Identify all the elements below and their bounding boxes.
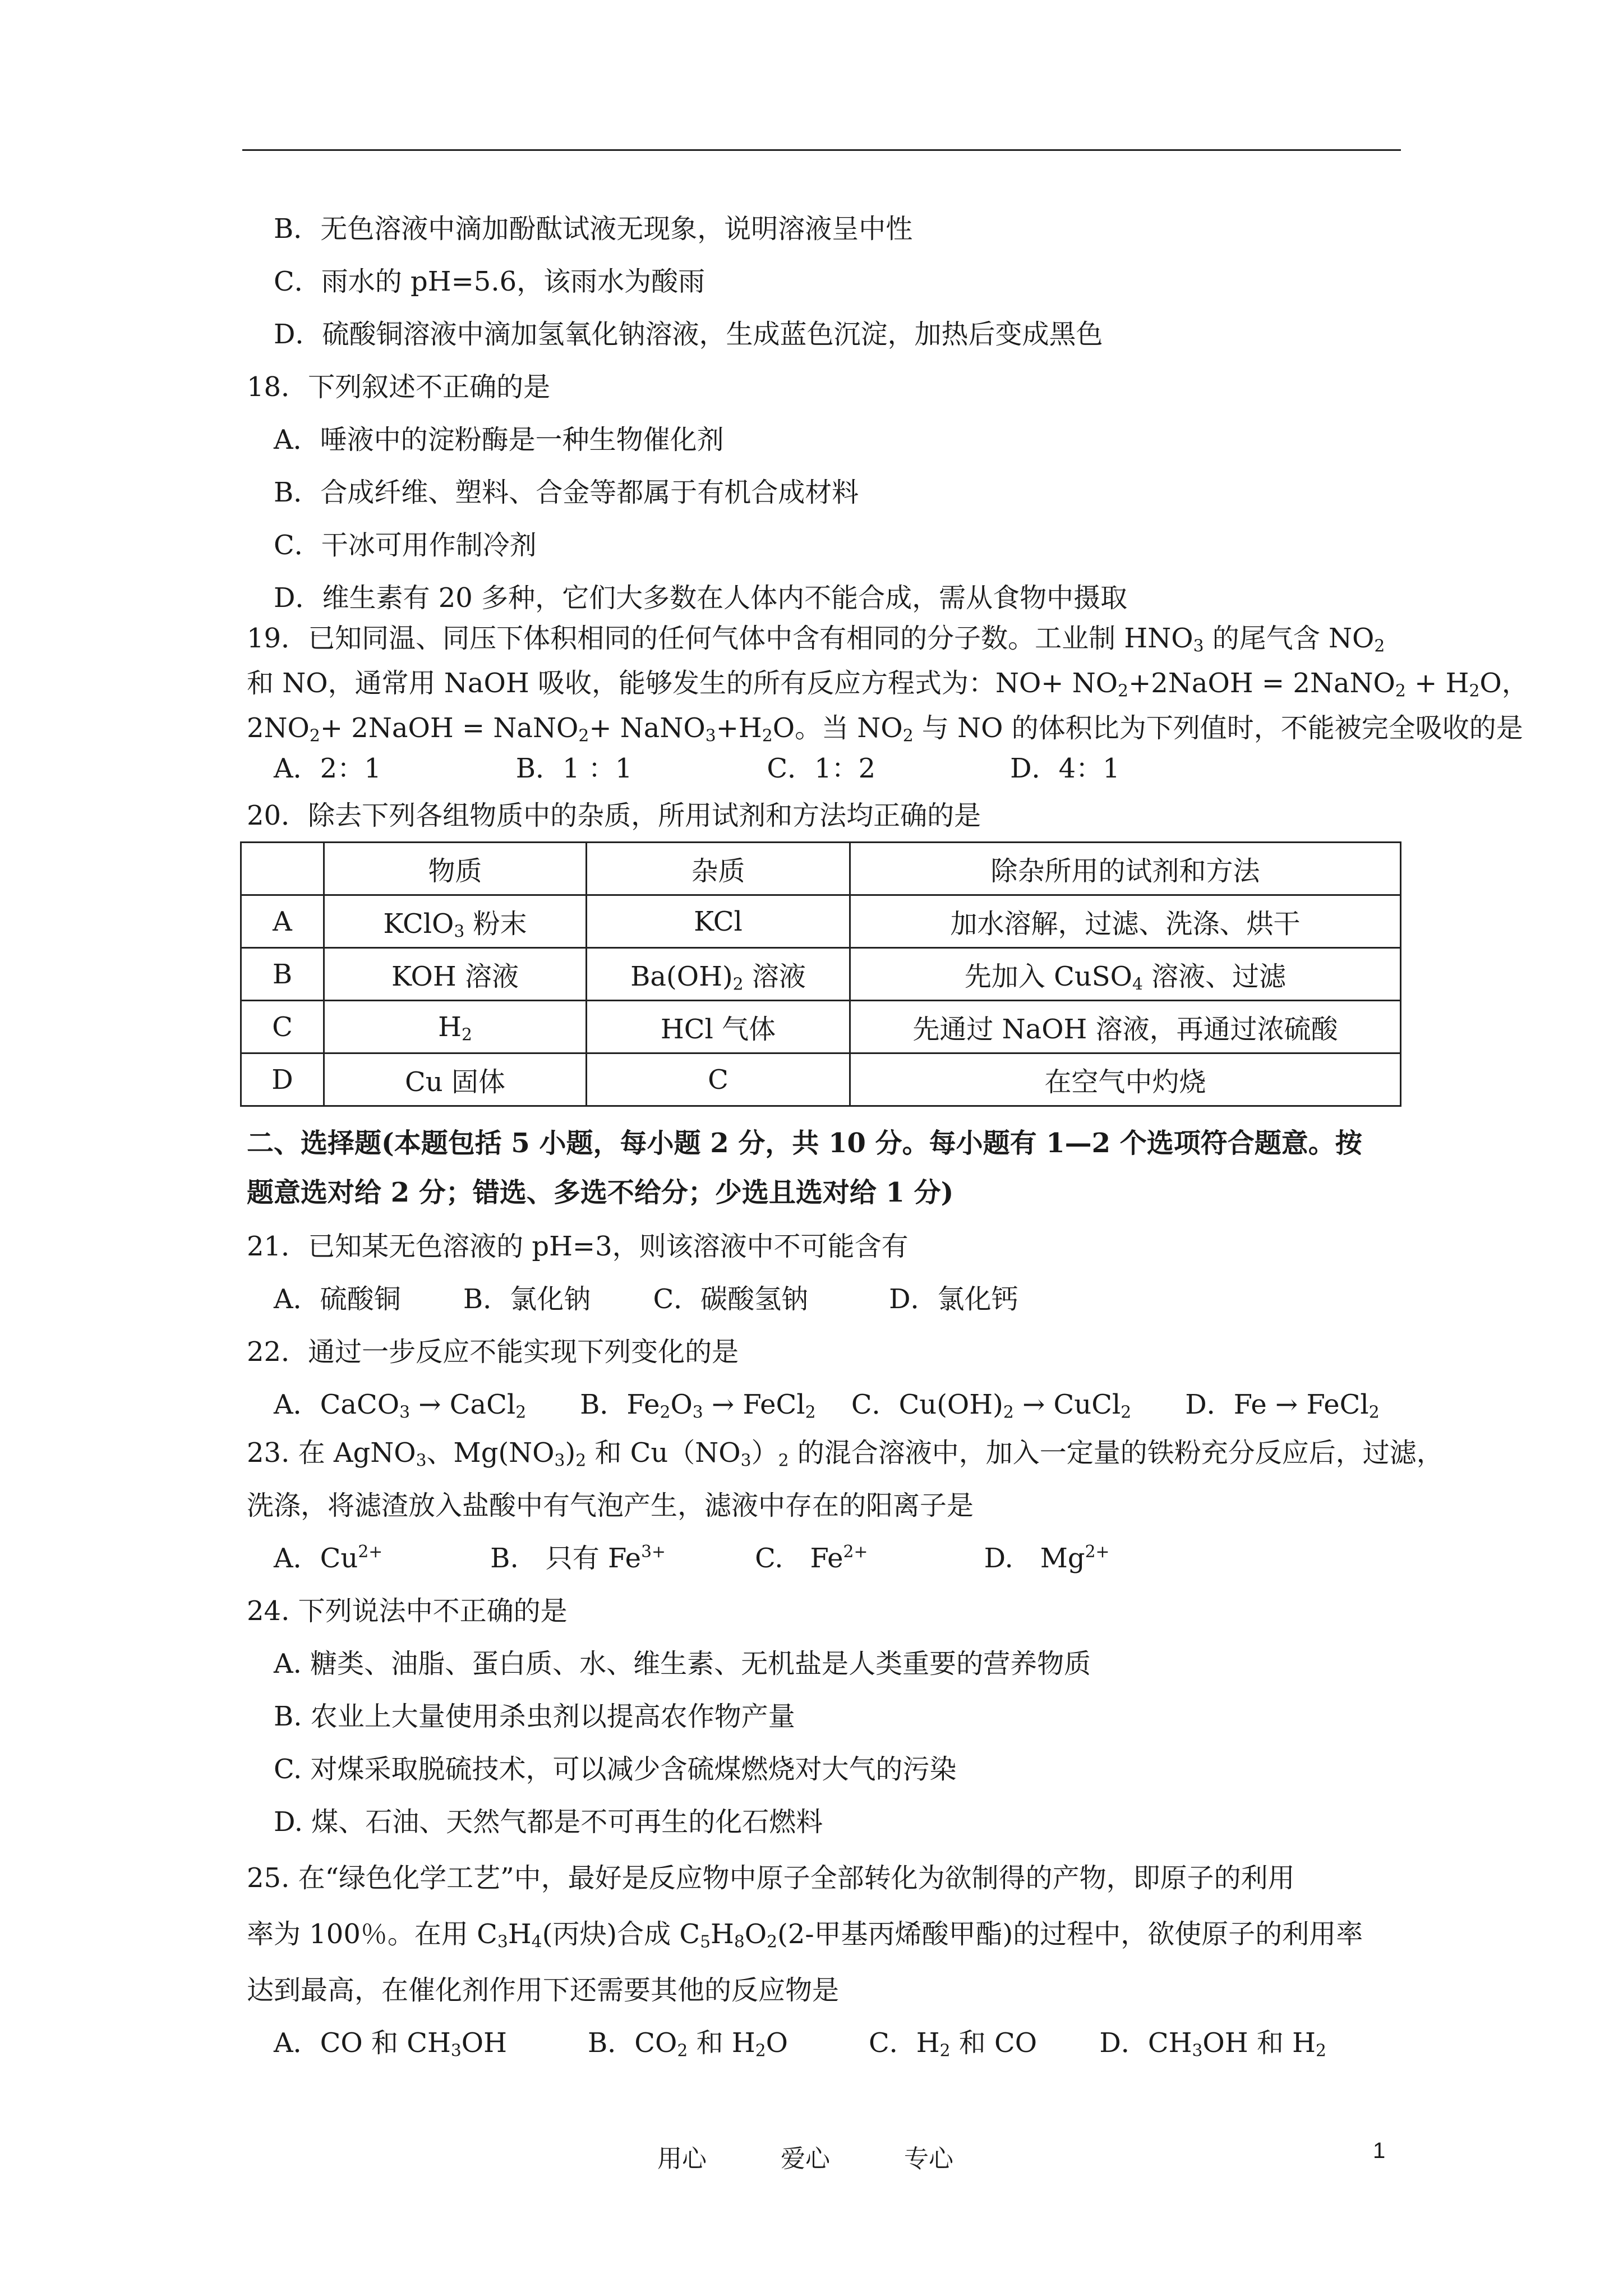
q19-stem-line2: 和 NO，通常用 NaOH 吸收，能够发生的所有反应方程式为：$NO+ NO_2+2NaOH$ = 2NaNO$_2$ + $H_2O$， <box>247 668 1529 701</box>
q18-option-a: A．唾液中的淀粉酶是一种生物催化剂 <box>274 424 724 455</box>
table-row <box>241 895 1401 948</box>
table-cell: A <box>241 895 324 948</box>
table-row <box>241 1001 1401 1053</box>
q24-option-b: B. 农业上大量使用杀虫剂以提高农作物产量 <box>274 1701 795 1732</box>
q20-table <box>240 841 1401 1107</box>
table-cell: KCl <box>587 895 850 948</box>
q19-stem-line3: $2NO_2+$ 2NaOH = NaNO$_2$+ $NaNO_3+H_2O$。当 $NO_2$ 与 NO 的体积比为下列值时，不能被完全吸收的是 <box>247 712 1523 746</box>
table-header-cell <box>241 843 324 895</box>
q18-option-d: D．维生素有 20 多种，它们大多数在人体内不能合成，需从食物中摄取 <box>274 582 1128 614</box>
table-row <box>241 948 1401 1001</box>
q21-options: A．硫酸铜 B．氯化钠 C．碳酸氢钠 D．氯化钙 <box>274 1283 1018 1315</box>
q24-stem: 24. 下列说法中不正确的是 <box>247 1595 568 1627</box>
q22-options: A．CaCO$_3$ → CaCl$_2$ B．$Fe_2O_3$ → FeCl$_2$ C．$Cu(OH)_2$ → CuCl$_2$ D．Fe → FeCl$_2$ <box>274 1389 1380 1423</box>
q24-option-d: D. 煤、石油、天然气都是不可再生的化石燃料 <box>274 1806 823 1838</box>
q25-stem-line2: 率为 100％。在用 $C_3H_4$(丙炔)合成 $C_5H_8O_2(2-$甲基丙烯酸甲酯)的过程中，欲使原子的利用率 <box>247 1918 1363 1952</box>
q24-option-a: A. 糖类、油脂、蛋白质、水、维生素、无机盐是人类重要的营养物质 <box>274 1648 1091 1680</box>
table-cell: 先通过 NaOH 溶液，再通过浓硫酸 <box>850 1001 1401 1053</box>
q23-stem-line1: 23. 在 AgNO$_3$、$Mg(NO_3)_2$ 和 $Cu(NO_3)_2$ 的混合溶液中，加入一定量的铁粉充分反应后，过滤， <box>247 1437 1444 1471</box>
page-number: 1 <box>1373 2138 1386 2163</box>
table-cell: 加水溶解，过滤、洗涤、烘干 <box>850 895 1401 948</box>
q17-option-c: C．雨水的 pH=5.6，该雨水为酸雨 <box>274 266 706 297</box>
table-cell: 先加入 CuSO$_4$ 溶液、过滤 <box>850 948 1401 1001</box>
table-cell: 在空气中灼烧 <box>850 1053 1401 1106</box>
q20-stem: 20．除去下列各组物质中的杂质，所用试剂和方法均正确的是 <box>247 800 981 831</box>
q21-stem: 21．已知某无色溶液的 pH=3，则该溶液中不可能含有 <box>247 1231 909 1262</box>
q19-stem-line1: 19．已知同温、同压下体积相同的任何气体中含有相同的分子数。工业制 $HNO_3$ 的尾气含 $NO_2$ <box>247 623 1385 656</box>
table-header-cell: 除杂所用的试剂和方法 <box>850 843 1401 895</box>
q25-stem-line1: 25. 在“绿色化学工艺”中，最好是反应物中原子全部转化为欲制得的产物，即原子的利用 <box>247 1862 1295 1894</box>
table-row <box>241 1053 1401 1106</box>
footer-motto: 用心 爱心 专心 <box>657 2145 953 2173</box>
q18-option-b: B．合成纤维、塑料、合金等都属于有机合成材料 <box>274 477 859 508</box>
table-cell: HCl 气体 <box>587 1001 850 1053</box>
table-header-cell: 杂质 <box>587 843 850 895</box>
table-cell: KClO$_3$ 粉末 <box>324 895 587 948</box>
table-cell: C <box>241 1001 324 1053</box>
table-cell: C <box>587 1053 850 1106</box>
section2-heading-line1: 二、选择题(本题包括 5 小题，每小题 2 分，共 10 分。每小题有 1—2 个选项符合题意。按 <box>247 1128 1362 1159</box>
q25-stem-line3: 达到最高，在催化剂作用下还需要其他的反应物是 <box>247 1975 840 2006</box>
q18-option-c: C．干冰可用作制冷剂 <box>274 530 537 561</box>
table-cell: Cu 固体 <box>324 1053 587 1106</box>
q19-options: A．2：1 B．1 ：1 C．1：2 D．4：1 <box>274 753 1120 784</box>
q17-option-b: B．无色溶液中滴加酚酞试液无现象，说明溶液呈中性 <box>274 213 913 245</box>
table-cell: $Ba(OH)_2$ 溶液 <box>587 948 850 1001</box>
q23-stem-line2: 洗涤，将滤渣放入盐酸中有气泡产生，滤液中存在的阳离子是 <box>247 1490 974 1521</box>
table-cell: $H_2$ <box>324 1001 587 1053</box>
q22-stem: 22．通过一步反应不能实现下列变化的是 <box>247 1336 739 1368</box>
table-header-cell: 物质 <box>324 843 587 895</box>
q25-options: A．CO 和 $CH_3OH$ B．$CO_2$ 和 $H_2O$ C．$H_2$ 和 CO D．$CH_3OH$ 和 $H_2$ <box>274 2027 1326 2061</box>
q18-stem: 18．下列叙述不正确的是 <box>247 371 551 403</box>
table-cell: KOH 溶液 <box>324 948 587 1001</box>
header-rule <box>242 149 1401 151</box>
table-header-row <box>241 843 1401 895</box>
table-cell: B <box>241 948 324 1001</box>
section2-heading-line2: 题意选对给 2 分；错选、多选不给分；少选且选对给 1 分) <box>247 1177 954 1208</box>
q23-options: A．$Cu^{2+}$ B. 只有 $Fe^{3+}$ C. $Fe^{2+}$ D. $Mg^{2+}$ <box>274 1542 1110 1574</box>
table-cell: D <box>241 1053 324 1106</box>
q24-option-c: C. 对煤采取脱硫技术，可以减少含硫煤燃烧对大气的污染 <box>274 1754 957 1785</box>
q17-option-d: D．硫酸铜溶液中滴加氢氧化钠溶液，生成蓝色沉淀，加热后变成黑色 <box>274 319 1103 350</box>
